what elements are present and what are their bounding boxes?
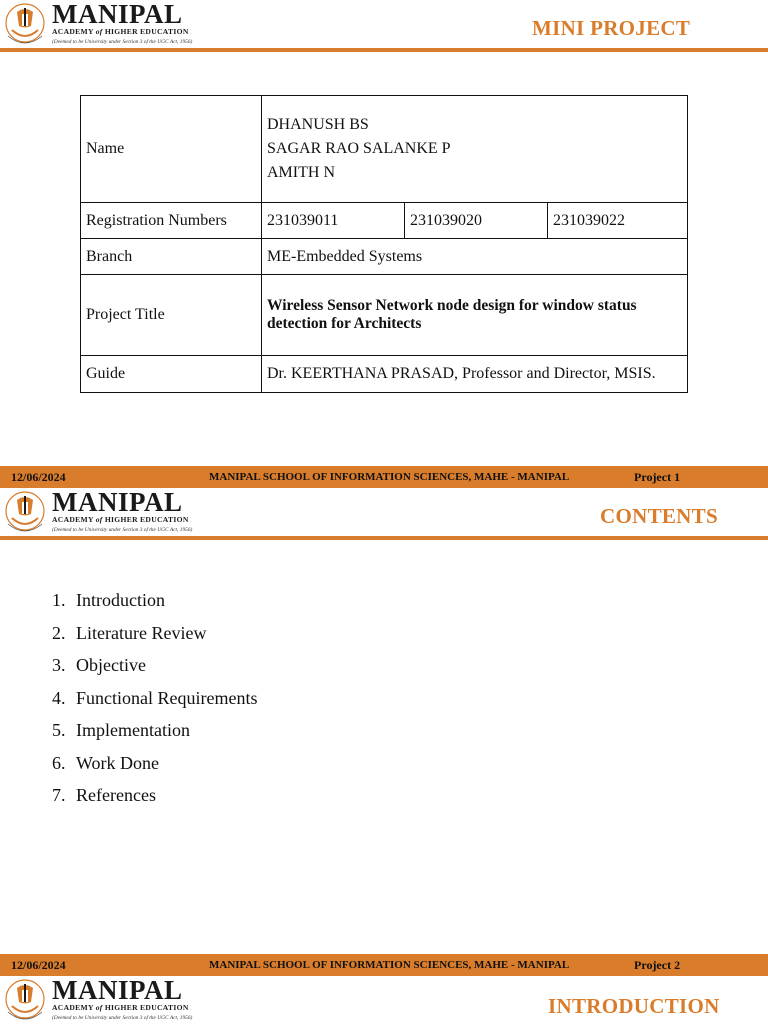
list-item [52, 686, 257, 719]
name-label: Name [81, 96, 262, 203]
header-divider [0, 536, 768, 540]
logo-wordmark: MANIPAL [52, 0, 183, 29]
logo-deemed-text: (Deemed to be University under Section 3 of the UGC Act, 1956) [52, 39, 193, 45]
list-item-number: 4. [52, 687, 66, 708]
student-name: DHANUSH BS [267, 116, 369, 133]
logo-subtitle: ACADEMY of HIGHER EDUCATION [52, 515, 189, 524]
slide-title: CONTENTS [600, 504, 718, 528]
student-name: SAGAR RAO SALANKE P [267, 140, 451, 157]
manipal-logo [4, 976, 193, 1024]
list-item-label: Work Done [76, 752, 160, 773]
list-item-number: 7. [52, 785, 66, 805]
table-row-project-title [81, 275, 688, 356]
list-item-number: 3. [52, 655, 66, 675]
header-divider [0, 48, 768, 52]
list-item-number: 2. [52, 622, 66, 643]
slide-contents [0, 488, 768, 976]
registration-number: 231039020 [405, 203, 548, 239]
slide-header [0, 488, 768, 540]
footer-school: MANIPAL SCHOOL OF INFORMATION SCIENCES, MAHE - MANIPAL [209, 959, 570, 971]
slide-title: MINI PROJECT [532, 16, 691, 40]
list-item-label: References [76, 785, 156, 805]
list-item-label: Functional Requirements [76, 687, 258, 708]
registration-label: Registration Numbers [81, 203, 262, 239]
manipal-emblem-icon [4, 490, 48, 536]
logo-subtitle: ACADEMY of HIGHER EDUCATION [52, 27, 189, 36]
project-title-label: Project Title [81, 275, 262, 356]
registration-number: 231039022 [548, 203, 688, 239]
list-item [52, 621, 257, 654]
list-item-label: Implementation [76, 720, 190, 740]
slide-title: INTRODUCTION [548, 994, 720, 1018]
list-item [52, 783, 257, 816]
footer-date: 12/06/2024 [11, 958, 66, 972]
project-title-value: Wireless Sensor Network node design for window status detection for Architects [262, 275, 688, 356]
slide-header [0, 976, 768, 1024]
branch-value: ME-Embedded Systems [262, 239, 688, 275]
contents-list [52, 588, 257, 816]
manipal-logo [4, 488, 193, 536]
logo-deemed-text: (Deemed to be University under Section 3 of the UGC Act, 1956) [52, 527, 193, 533]
logo-deemed-text: (Deemed to be University under Section 3 of the UGC Act, 1956) [52, 1015, 193, 1021]
table-row-registration [81, 203, 688, 239]
slide-introduction [0, 976, 768, 1024]
footer-page-label: Project 2 [634, 958, 681, 972]
list-item [52, 588, 257, 621]
names-cell [262, 96, 688, 203]
guide-label: Guide [81, 356, 262, 393]
branch-label: Branch [81, 239, 262, 275]
logo-wordmark: MANIPAL [52, 488, 183, 517]
slide-mini-project [0, 0, 768, 488]
list-item-number: 6. [52, 752, 66, 773]
list-item-number: 1. [52, 590, 66, 610]
student-name: AMITH N [267, 164, 335, 181]
manipal-emblem-icon [4, 978, 48, 1024]
slide-footer [0, 954, 768, 976]
footer-school: MANIPAL SCHOOL OF INFORMATION SCIENCES, MAHE - MANIPAL [209, 471, 570, 483]
table-row-guide [81, 356, 688, 393]
list-item-label: Literature Review [76, 622, 207, 643]
student-info-table [80, 95, 688, 393]
registration-number: 231039011 [262, 203, 405, 239]
footer-page-label: Project 1 [634, 470, 681, 484]
slide-footer [0, 466, 768, 488]
slide-header [0, 0, 768, 52]
list-item [52, 718, 257, 751]
table-row-name [81, 96, 688, 203]
list-item-label: Introduction [76, 590, 165, 610]
list-item [52, 653, 257, 686]
guide-value: Dr. KEERTHANA PRASAD, Professor and Director, MSIS. [262, 356, 688, 393]
list-item-label: Objective [76, 655, 146, 675]
list-item [52, 751, 257, 784]
manipal-emblem-icon [4, 2, 48, 48]
logo-wordmark: MANIPAL [52, 976, 183, 1005]
footer-date: 12/06/2024 [11, 470, 66, 484]
manipal-logo [4, 0, 193, 48]
logo-subtitle: ACADEMY of HIGHER EDUCATION [52, 1003, 189, 1012]
list-item-number: 5. [52, 720, 66, 740]
table-row-branch [81, 239, 688, 275]
